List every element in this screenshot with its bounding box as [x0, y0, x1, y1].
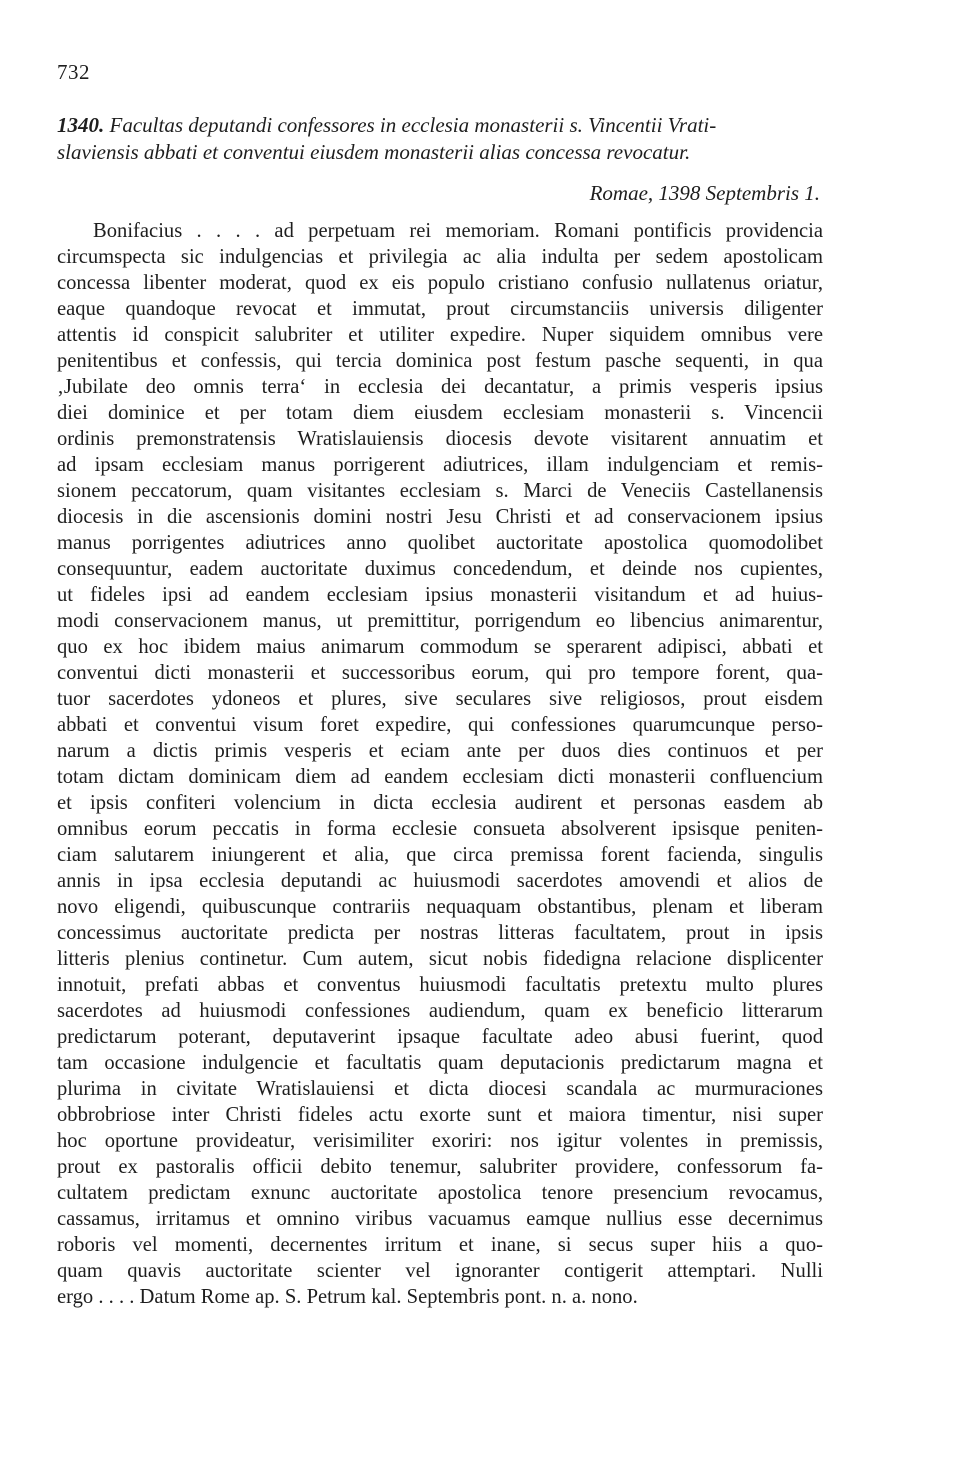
dateline: Romae, 1398 Septembris 1.: [589, 181, 820, 205]
body-line: concessa libenter moderat, quod ex eis populo cristiano confusio nullatenus oriatur,: [57, 272, 823, 294]
body-line: eaque quandoque revocat et immutat, prout circumstanciis universis diligenter: [57, 298, 823, 320]
body-line: quam quavis auctoritate scienter vel ignoranter contigerit attemptari. Nulli: [57, 1260, 823, 1282]
body-line: Bonifacius . . . . ad perpetuam rei memoriam. Romani pontificis providencia: [93, 220, 823, 242]
body-line: totam dictam dominicam diem ad eandem ecclesiam dicti monasterii confluencium: [57, 766, 823, 788]
body-line: predictarum poterant, deputaverint ipsaque facultate adeo abusi fuerint, quod: [57, 1026, 823, 1048]
body-line: innotuit, prefati abbas et conventus huiusmodi facultatis pretextu multo plures: [57, 974, 823, 996]
body-line: quo ex hoc ibidem maius animarum commodum se sperarent adipisci, abbati et: [57, 636, 823, 658]
body-line: sacerdotes ad huiusmodi confessiones audiendum, quam ex beneficio litterarum: [57, 1000, 823, 1022]
title-line-1: Facultas deputandi confessores in ecclesia monasterii s. Vincentii Vrati-: [109, 113, 717, 137]
body-line: cultatem predictam exnunc auctoritate apostolica tenore presencium revocamus,: [57, 1182, 823, 1204]
body-line: modi conservacionem manus, ut premittitur, porrigendum eo libencius animarentur,: [57, 610, 823, 632]
body-line: tam occasione indulgencie et facultatis quam deputacionis predictarum magna et: [57, 1052, 823, 1074]
body-line: obbrobriose inter Christi fideles actu exorte sunt et maiora timentur, nisi super: [57, 1104, 823, 1126]
body-line: tuor sacerdotes ydoneos et plures, sive seculares sive religiosos, prout eisdem: [57, 688, 823, 710]
body-line: ‚Jubilate deo omnis terra‘ in ecclesia dei decantatur, a primis vesperis ipsius: [57, 376, 823, 398]
body-line: hoc oportune provideatur, verisimiliter exoriri: nos igitur volentes in premissis,: [57, 1130, 823, 1152]
page-number: 732: [57, 60, 90, 84]
body-line: litteris plenius continetur. Cum autem, sicut nobis fidedigna relacione displicenter: [57, 948, 823, 970]
body-line: prout ex pastoralis officii debito tenemur, salubriter providere, confessorum fa-: [57, 1156, 823, 1178]
heading-line-1: [57, 112, 857, 139]
body-line: novo eligendi, quibuscunque contrariis nequaquam obstantibus, plenam et liberam: [57, 896, 823, 918]
body-line: ciam salutarem iniungerent et alia, que circa premissa forent facienda, singulis: [57, 844, 823, 866]
body-line: circumspecta sic indulgencias et privilegia ac alia indulta per sedem apostolicam: [57, 246, 823, 268]
body-text: [57, 218, 823, 1310]
body-line: diei dominice et per totam diem eiusdem ecclesiam monasterii s. Vincencii: [57, 402, 823, 424]
body-line: roboris vel momenti, decernentes irritum et inane, si secus super hiis a quo-: [57, 1234, 823, 1256]
document-number: 1340.: [57, 113, 105, 137]
body-line: narum a dictis primis vesperis et eciam ante per duos dies continuos et per: [57, 740, 823, 762]
body-line: annis in ipsa ecclesia deputandi ac huiusmodi sacerdotes amovendi et alios de: [57, 870, 823, 892]
body-line: diocesis in die ascensionis domini nostri Jesu Christi et ad conservacionem ipsius: [57, 506, 823, 528]
document-heading: [57, 112, 857, 166]
body-line: concessimus auctoritate predicta per nostras litteras facultatem, prout in ipsis: [57, 922, 823, 944]
body-line: consequuntur, eadem auctoritate duximus concedendum, et deinde nos cupientes,: [57, 558, 823, 580]
body-line: penitentibus et confessis, qui tercia dominica post festum pasche sequenti, in qua: [57, 350, 823, 372]
body-line: omnibus eorum peccatis in forma ecclesie consueta absolverent ipsisque peniten-: [57, 818, 823, 840]
title-line-2: slaviensis abbati et conventui eiusdem monasterii alias concessa revocatur.: [57, 140, 691, 164]
body-line: ut fideles ipsi ad eandem ecclesiam ipsius monasterii visitandum et ad huius-: [57, 584, 823, 606]
body-line: ergo . . . . Datum Rome ap. S. Petrum kal. Septembris pont. n. a. nono.: [57, 1286, 638, 1308]
body-line: ad ipsam ecclesiam manus porrigerent adiutrices, illam indulgenciam et remis-: [57, 454, 823, 476]
body-line: conventui dicti monasterii et successoribus eorum, qui pro tempore forent, qua-: [57, 662, 823, 684]
body-line: attentis id conspicit salubriter et utiliter expedire. Nuper siquidem omnibus vere: [57, 324, 823, 346]
body-line: manus porrigentes adiutrices anno quolibet auctoritate apostolica quomodolibet: [57, 532, 823, 554]
body-line: plurima in civitate Wratislauiensi et dicta diocesi scandala ac murmuraciones: [57, 1078, 823, 1100]
body-line: ordinis premonstratensis Wratislauiensis diocesis devote visitarent annuatim et: [57, 428, 823, 450]
body-line: cassamus, irritamus et omnino viribus vacuamus eamque nullius esse decernimus: [57, 1208, 823, 1230]
body-line: sionem peccatorum, quam visitantes ecclesiam s. Marci de Veneciis Castellanensis: [57, 480, 823, 502]
body-line: abbati et conventui visum foret expedire, qui confessiones quarumcunque perso-: [57, 714, 823, 736]
body-line: et ipsis confiteri volencium in dicta ecclesia audirent et personas easdem ab: [57, 792, 823, 814]
